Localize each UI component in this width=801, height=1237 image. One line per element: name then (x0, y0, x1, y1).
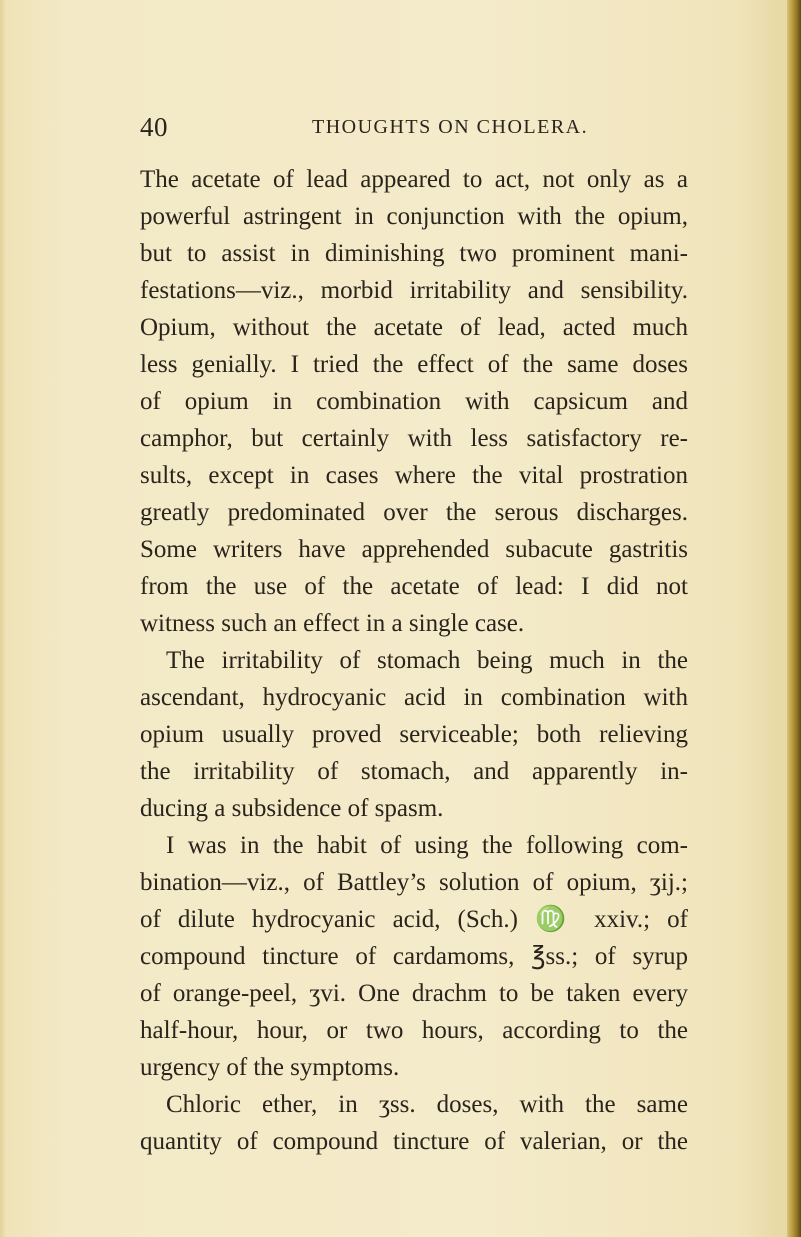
text-line: camphor, but certainly with less satisfactory re- (140, 425, 688, 452)
text-line: compound tincture of cardamoms, ℥ss.; of syrup (140, 943, 688, 970)
text-line: powerful astringent in conjunction with the opium, (140, 203, 688, 230)
text-line: bination—viz., of Battley’s solution of opium, ʒij.; (140, 869, 688, 896)
text-line: ducing a subsidence of spasm. (140, 795, 444, 822)
text-line: ascendant, hydrocyanic acid in combination with (140, 684, 688, 711)
text-line: urgency of the symptoms. (140, 1054, 400, 1081)
text-line: of orange-peel, ʒvi. One drachm to be taken every (140, 980, 688, 1007)
text-line: Opium, without the acetate of lead, acted much (140, 314, 688, 341)
text-line: Some writers have apprehended subacute gastritis (140, 536, 688, 563)
page-number: 40 (140, 112, 168, 142)
page-right-edge (787, 0, 801, 1237)
page-header (140, 112, 688, 152)
text-line: the irritability of stomach, and apparently in- (140, 758, 688, 785)
text-line: sults, except in cases where the vital prostration (140, 462, 688, 489)
body-text (140, 161, 688, 1160)
text-line: witness such an effect in a single case. (140, 610, 525, 637)
text-line: The acetate of lead appeared to act, not only as a (140, 166, 688, 193)
text-line: from the use of the acetate of lead: I did not (140, 573, 688, 600)
text-line: greatly predominated over the serous discharges. (140, 499, 688, 526)
text-line: quantity of compound tincture of valerian, or the (140, 1128, 688, 1155)
text-line: festations—viz., morbid irritability and sensibility. (140, 277, 688, 304)
text-line: but to assist in diminishing two prominent mani- (140, 240, 688, 267)
text-line: less genially. I tried the effect of the same doses (140, 351, 688, 378)
text-line: half-hour, hour, or two hours, according to the (140, 1017, 688, 1044)
paragraph-first-line: The irritability of stomach being much in the (166, 647, 688, 674)
paragraph-first-line: I was in the habit of using the following com- (166, 832, 688, 859)
paragraph-first-line: Chloric ether, in ʒss. doses, with the same (166, 1091, 688, 1118)
running-head: THOUGHTS ON CHOLERA. (312, 116, 589, 138)
text-line: of opium in combination with capsicum and (140, 388, 688, 415)
page-left-edge (0, 0, 6, 1237)
text-line: opium usually proved serviceable; both relieving (140, 721, 688, 748)
text-line: of dilute hydrocyanic acid, (Sch.) ♍ xxiv.; of (140, 906, 688, 933)
